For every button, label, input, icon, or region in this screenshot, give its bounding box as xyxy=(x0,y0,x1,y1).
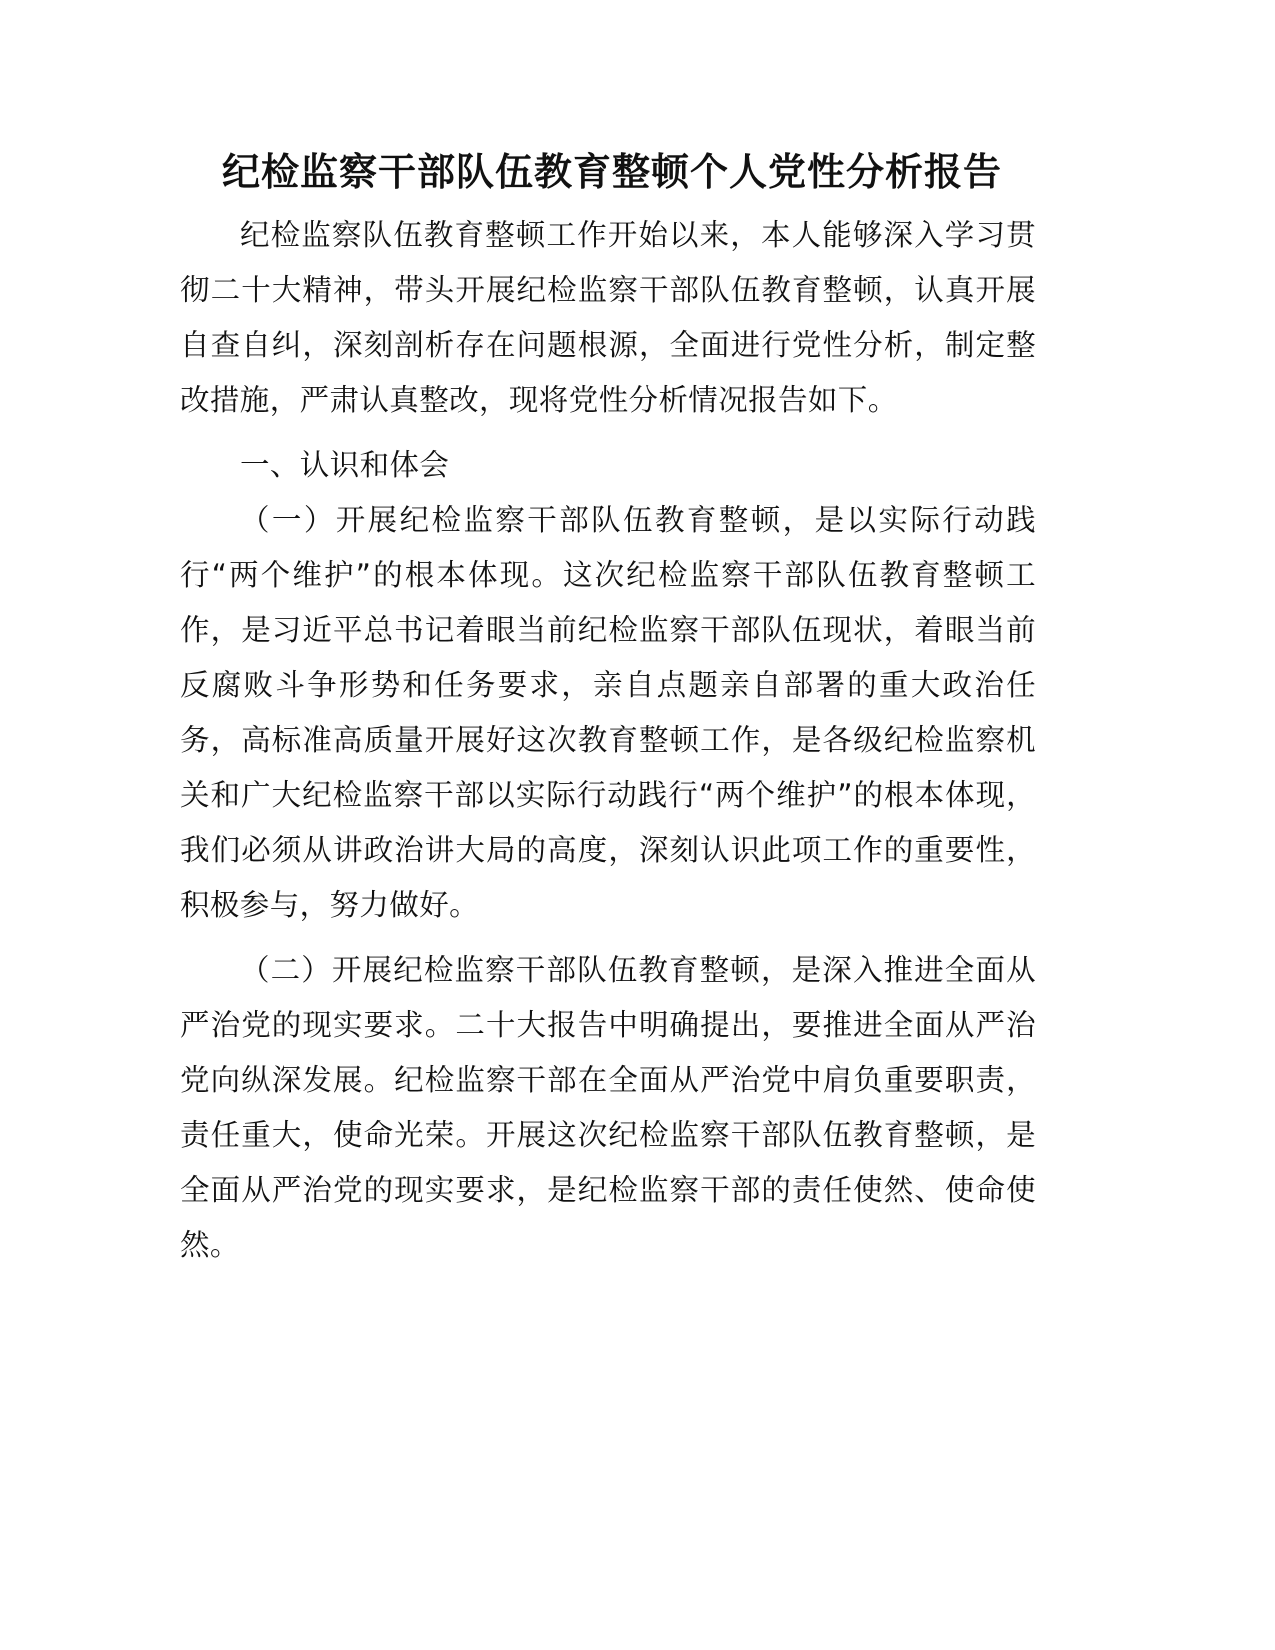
document-title: 纪检监察干部队伍教育整顿个人党性分析报告 xyxy=(221,150,1002,194)
section1-paragraph-2: （二）开展纪检监察干部队伍教育整顿，是深入推进全面从严治党的现实要求。二十大报告中明确提出，要推进全面从严治党向纵深发展。纪检监察干部在全面从严治党中肩负重要职责，责任重大，使命光荣。开展这次纪检监察干部队伍教育整顿，是全面从严治党的现实要求，是纪检监察干部的责任使然、使命使然。 xyxy=(180,953,1036,1262)
document-page xyxy=(180,140,1036,1273)
section1-paragraph-1: （一）开展纪检监察干部队伍教育整顿，是以实际行动践行“两个维护”的根本体现。这次纪检监察干部队伍教育整顿工作，是习近平总书记着眼当前纪检监察干部队伍现状，着眼当前反腐败斗争形势和任务要求，亲自点题亲自部署的重大政治任务，高标准高质量开展好这次教育整顿工作，是各级纪检监察机关和广大纪检监察干部以实际行动践行“两个维护”的根本体现，我们必须从讲政治讲大局的高度，深刻认识此项工作的重要性，积极参与，努力做好。 xyxy=(180,503,1036,922)
intro-paragraph: 纪检监察队伍教育整顿工作开始以来，本人能够深入学习贯彻二十大精神，带头开展纪检监察干部队伍教育整顿，认真开展自查自纠，深刻剖析存在问题根源，全面进行党性分析，制定整改措施，严肃认真整改，现将党性分析情况报告如下。 xyxy=(180,218,1036,417)
section-heading-1: 一、认识和体会 xyxy=(240,448,450,482)
